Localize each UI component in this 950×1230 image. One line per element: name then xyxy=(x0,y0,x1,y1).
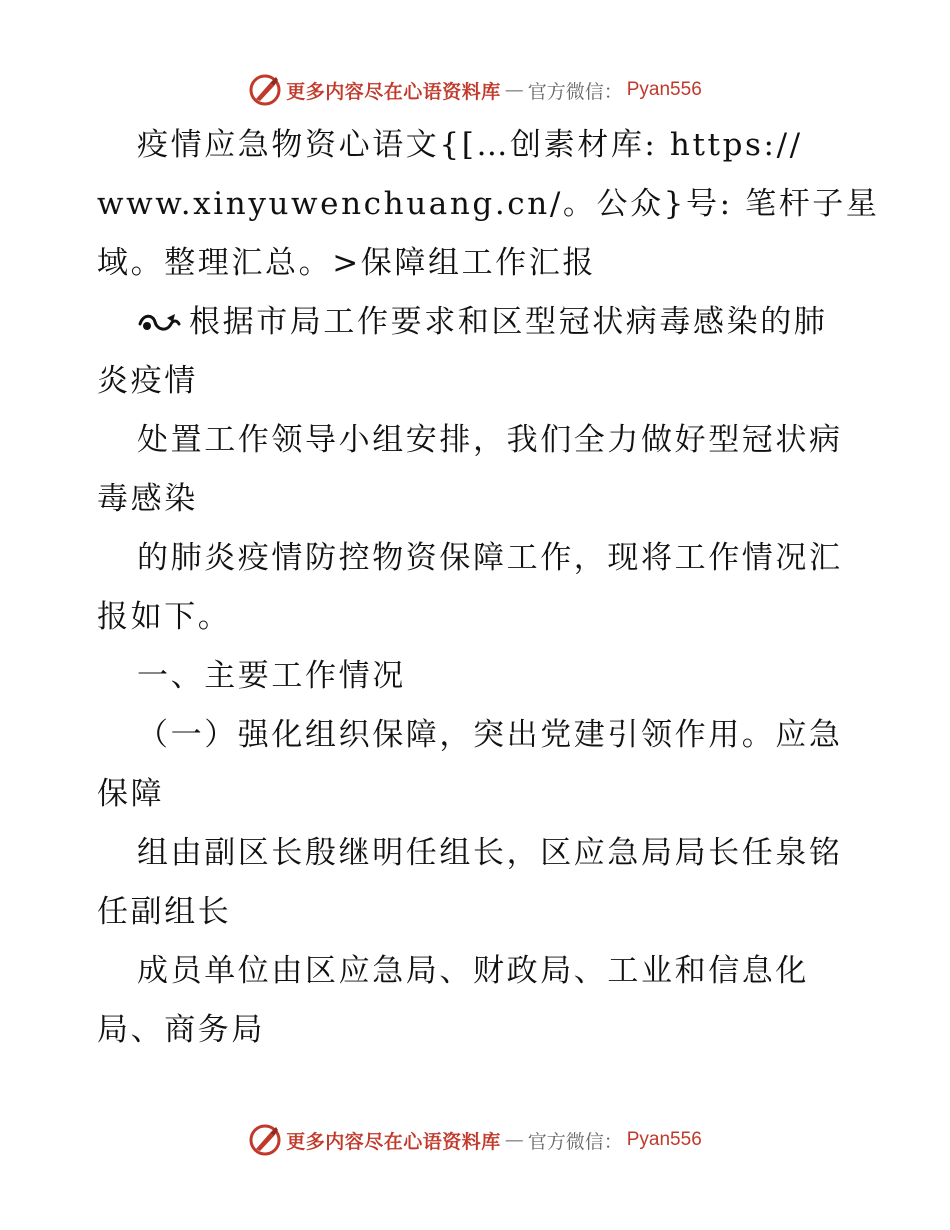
text-line: 组由副区长殷继明任组长，区应急局局长任泉铭 xyxy=(137,835,843,871)
quill-pen-logo-icon xyxy=(248,73,282,107)
quill-pen-logo-icon xyxy=(248,1123,282,1157)
text-line: 局、商务局 xyxy=(97,1012,265,1048)
banner-separator: — xyxy=(504,1129,524,1151)
header-banner xyxy=(0,70,950,110)
fleuron-bullet-icon xyxy=(137,310,181,338)
footer-banner xyxy=(0,1120,950,1160)
text-line: 保障 xyxy=(97,776,165,812)
text-line: 的肺炎疫情防控物资保障工作，现将工作情况汇 xyxy=(137,540,843,576)
text-line: 报如下。 xyxy=(97,599,232,635)
text-line: 域。整理汇总。>保障组工作汇报 xyxy=(97,245,596,281)
banner-wechat-id: Pyan556 xyxy=(626,1129,702,1150)
text-line: 成员单位由区应急局、财政局、工业和信息化 xyxy=(137,953,809,989)
text-line: （一）强化组织保障，突出党建引领作用。应急 xyxy=(137,717,843,753)
text-line: 炎疫情 xyxy=(97,363,198,399)
text-line: 处置工作领导小组安排，我们全力做好型冠状病 xyxy=(137,422,843,458)
banner-text: 更多内容尽在心语资料库 xyxy=(286,1130,501,1153)
text-line: 任副组长 xyxy=(97,894,232,930)
text-line: www.xinyuwenchuang.cn/。公众}号: 笔杆子星 xyxy=(97,186,880,222)
banner-separator: — xyxy=(504,79,524,101)
text-line: 毒感染 xyxy=(97,481,198,517)
text-line: 疫情应急物资心语文{[…创素材库: https:// xyxy=(137,127,803,163)
banner-wechat-label: 官方微信： xyxy=(527,1130,623,1153)
section-heading: 一、主要工作情况 xyxy=(137,658,406,694)
banner-wechat-label: 官方微信： xyxy=(527,80,623,103)
bullet-paragraph xyxy=(137,297,827,347)
banner-wechat-id: Pyan556 xyxy=(626,79,702,100)
banner-text: 更多内容尽在心语资料库 xyxy=(286,80,501,103)
text-line: 根据市局工作要求和区型冠状病毒感染的肺 xyxy=(189,304,828,340)
